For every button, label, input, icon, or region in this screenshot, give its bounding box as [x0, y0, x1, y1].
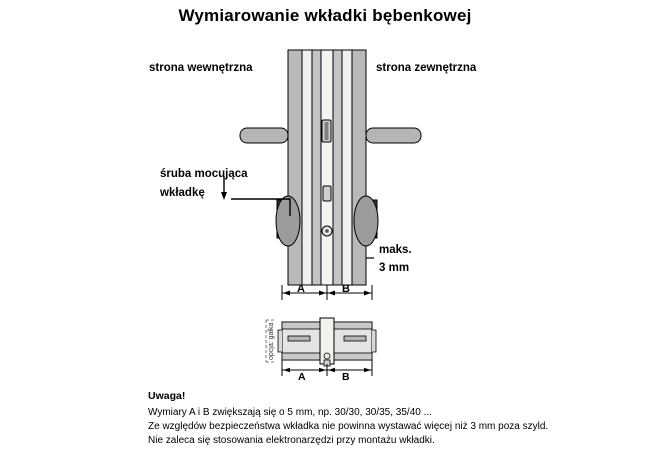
cylinder-body-bottom	[278, 318, 376, 366]
label-screw-line2: wkładkę	[160, 187, 205, 199]
right-cam-lobe	[354, 196, 378, 246]
dimension-b-bottom: B	[342, 371, 350, 383]
label-option-knob: opcja: gałka	[268, 322, 275, 360]
note-line-2: Ze względów bezpieczeństwa wkładka nie powinna wystawać więcej niż 3 mm poza szyld.	[148, 421, 549, 432]
note-line-3: Nie zaleca się stosowania elektronarzędzi przy montażu wkładki.	[148, 435, 435, 446]
page-title: Wymiarowanie wkładki bębenkowej	[178, 6, 472, 25]
label-inner-side: strona wewnętrzna	[149, 62, 253, 74]
label-outer-side: strona zewnętrzna	[376, 62, 477, 74]
label-max-line2: 3 mm	[379, 262, 410, 274]
label-screw-line1: śruba mocująca	[160, 168, 248, 180]
note-heading: Uwaga!	[148, 390, 186, 402]
label-max-line1: maks.	[379, 244, 412, 256]
keyway-lower	[323, 186, 331, 201]
screw-arrow-head	[221, 192, 227, 200]
cylinder-body-top	[288, 50, 366, 285]
dimension-b-top: B	[342, 283, 350, 295]
note-line-1: Wymiary A i B zwiększają się o 5 mm, np. 30/30, 30/35, 35/40 ...	[148, 407, 432, 418]
dimension-a-top: A	[297, 283, 305, 295]
dimension-a-bottom: A	[298, 371, 306, 383]
left-cam-lobe	[276, 196, 300, 246]
dimension-ab-top	[282, 285, 372, 300]
